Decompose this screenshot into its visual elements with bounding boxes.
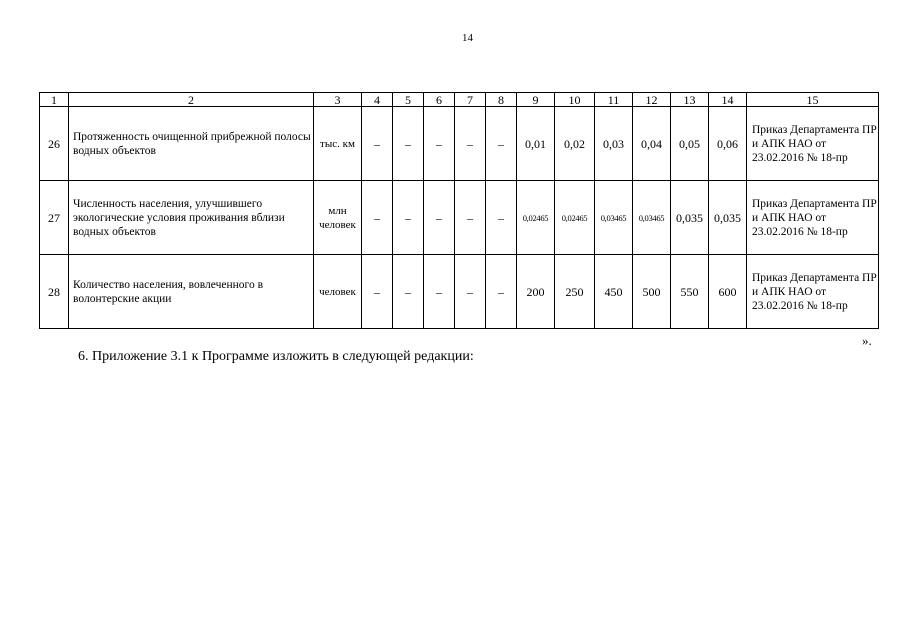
unit-cell: человек: [314, 255, 362, 329]
value-cell: –: [455, 107, 486, 181]
column-header: 8: [486, 93, 517, 107]
basis-cell: Приказ Департамента ПР и АПК НАО от 23.02.2016 № 18-пр: [747, 107, 879, 181]
value-cell: 0,05: [671, 107, 709, 181]
value-cell: 0,02465: [555, 181, 595, 255]
value-cell: 0,02465: [517, 181, 555, 255]
indicator-name: Протяженность очищенной прибрежной полосы водных объектов: [69, 107, 314, 181]
value-cell: 0,035: [709, 181, 747, 255]
value-cell: –: [362, 181, 393, 255]
value-cell: 0,03465: [595, 181, 633, 255]
value-cell: 200: [517, 255, 555, 329]
table-header-row: [40, 93, 879, 107]
value-cell: 0,03465: [633, 181, 671, 255]
value-cell: 500: [633, 255, 671, 329]
indicator-name: Численность населения, улучшившего экологические условия проживания вблизи водных объектов: [69, 181, 314, 255]
row-number: 28: [40, 255, 69, 329]
value-cell: –: [362, 255, 393, 329]
column-header: 9: [517, 93, 555, 107]
basis-cell: Приказ Департамента ПР и АПК НАО от 23.02.2016 № 18-пр: [747, 181, 879, 255]
indicator-name: Количество населения, вовлеченного в волонтерские акции: [69, 255, 314, 329]
value-cell: –: [486, 255, 517, 329]
column-header: 14: [709, 93, 747, 107]
value-cell: –: [424, 181, 455, 255]
instruction-paragraph: 6. Приложение 3.1 к Программе изложить в следующей редакции:: [78, 349, 474, 364]
value-cell: –: [486, 107, 517, 181]
column-header: 1: [40, 93, 69, 107]
value-cell: 550: [671, 255, 709, 329]
row-number: 27: [40, 181, 69, 255]
column-header: 13: [671, 93, 709, 107]
table-row: [40, 255, 879, 329]
value-cell: –: [393, 181, 424, 255]
unit-cell: млн человек: [314, 181, 362, 255]
value-cell: 250: [555, 255, 595, 329]
column-header: 5: [393, 93, 424, 107]
column-header: 3: [314, 93, 362, 107]
value-cell: 600: [709, 255, 747, 329]
closing-quote: ».: [862, 333, 872, 348]
table-row: [40, 107, 879, 181]
column-header: 7: [455, 93, 486, 107]
value-cell: 0,02: [555, 107, 595, 181]
column-header: 10: [555, 93, 595, 107]
value-cell: –: [424, 107, 455, 181]
column-header: 12: [633, 93, 671, 107]
value-cell: –: [362, 107, 393, 181]
column-header: 11: [595, 93, 633, 107]
row-number: 26: [40, 107, 69, 181]
value-cell: –: [455, 181, 486, 255]
column-header: 2: [69, 93, 314, 107]
table-row: [40, 181, 879, 255]
page-number: 14: [462, 32, 473, 44]
value-cell: 450: [595, 255, 633, 329]
indicators-table: [39, 92, 879, 329]
value-cell: –: [455, 255, 486, 329]
value-cell: 0,06: [709, 107, 747, 181]
value-cell: –: [393, 107, 424, 181]
column-header: 6: [424, 93, 455, 107]
column-header: 4: [362, 93, 393, 107]
value-cell: 0,01: [517, 107, 555, 181]
value-cell: 0,035: [671, 181, 709, 255]
value-cell: –: [393, 255, 424, 329]
value-cell: –: [424, 255, 455, 329]
basis-cell: Приказ Департамента ПР и АПК НАО от 23.02.2016 № 18-пр: [747, 255, 879, 329]
value-cell: 0,03: [595, 107, 633, 181]
value-cell: 0,04: [633, 107, 671, 181]
column-header: 15: [747, 93, 879, 107]
value-cell: –: [486, 181, 517, 255]
unit-cell: тыс. км: [314, 107, 362, 181]
